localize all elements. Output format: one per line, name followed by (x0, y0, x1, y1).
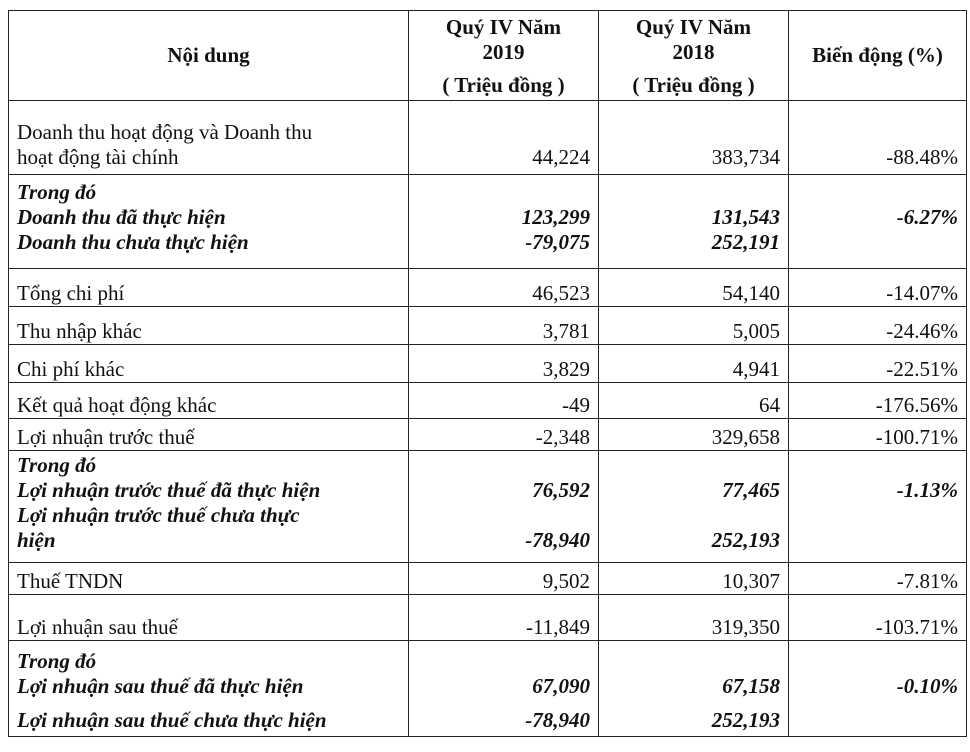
value-2019: 3,781 (409, 307, 599, 345)
row-label: Thu nhập khác (9, 307, 409, 345)
value-2018: 10,307 (599, 563, 789, 595)
value-2019: 44,224 (409, 101, 599, 175)
financial-results-table (8, 10, 967, 737)
value-2019: 9,502 (409, 563, 599, 595)
unit-2018: ( Triệu đồng ) (599, 73, 789, 101)
header-q4-2019: Quý IV Năm 2019 (409, 11, 599, 73)
value-change: -7.81% (789, 563, 967, 595)
table-row (9, 269, 967, 307)
value-2019: 46,523 (409, 269, 599, 307)
value-2019: 67,090 -78,940 (409, 641, 599, 737)
value-2018: 4,941 (599, 345, 789, 383)
value-change: -24.46% (789, 307, 967, 345)
table-row (9, 345, 967, 383)
value-2019: 123,299 -79,075 (409, 175, 599, 269)
value-change: -0.10% (789, 641, 967, 737)
value-2018: 77,465 252,193 (599, 451, 789, 563)
value-2018: 54,140 (599, 269, 789, 307)
row-label: Kết quả hoạt động khác (9, 383, 409, 419)
financial-table-document (8, 10, 966, 737)
value-change: -14.07% (789, 269, 967, 307)
value-2018: 5,005 (599, 307, 789, 345)
value-2018: 64 (599, 383, 789, 419)
row-label: Trong đó Doanh thu đã thực hiện Doanh thu chưa thực hiện (9, 175, 409, 269)
row-label: Tổng chi phí (9, 269, 409, 307)
value-change: -103.71% (789, 595, 967, 641)
value-2019: -11,849 (409, 595, 599, 641)
header-content: Nội dung (9, 11, 409, 101)
header-change: Biến động (%) (789, 11, 967, 101)
table-row (9, 563, 967, 595)
value-change: -88.48% (789, 101, 967, 175)
table-row (9, 451, 967, 563)
table-row (9, 419, 967, 451)
value-2019: -2,348 (409, 419, 599, 451)
row-label: Lợi nhuận sau thuế (9, 595, 409, 641)
value-2018: 329,658 (599, 419, 789, 451)
unit-2019: ( Triệu đồng ) (409, 73, 599, 101)
value-2019: -49 (409, 383, 599, 419)
table-row (9, 307, 967, 345)
value-change: -6.27% (789, 175, 967, 269)
value-change: -22.51% (789, 345, 967, 383)
row-label: Trong đó Lợi nhuận trước thuế đã thực hiện Lợi nhuận trước thuế chưa thực hiện (9, 451, 409, 563)
value-change: -176.56% (789, 383, 967, 419)
table-row (9, 641, 967, 737)
value-2018: 67,158 252,193 (599, 641, 789, 737)
table-row (9, 175, 967, 269)
row-label: Chi phí khác (9, 345, 409, 383)
value-2018: 131,543 252,191 (599, 175, 789, 269)
row-label: Doanh thu hoạt động và Doanh thu hoạt động tài chính (9, 101, 409, 175)
value-2018: 319,350 (599, 595, 789, 641)
value-change: -1.13% (789, 451, 967, 563)
row-label: Lợi nhuận trước thuế (9, 419, 409, 451)
row-label: Trong đó Lợi nhuận sau thuế đã thực hiện Lợi nhuận sau thuế chưa thực hiện (9, 641, 409, 737)
table-row (9, 383, 967, 419)
header-q4-2018: Quý IV Năm 2018 (599, 11, 789, 73)
value-change: -100.71% (789, 419, 967, 451)
table-row (9, 101, 967, 175)
row-label: Thuế TNDN (9, 563, 409, 595)
table-row (9, 595, 967, 641)
value-2019: 76,592 -78,940 (409, 451, 599, 563)
value-2018: 383,734 (599, 101, 789, 175)
value-2019: 3,829 (409, 345, 599, 383)
